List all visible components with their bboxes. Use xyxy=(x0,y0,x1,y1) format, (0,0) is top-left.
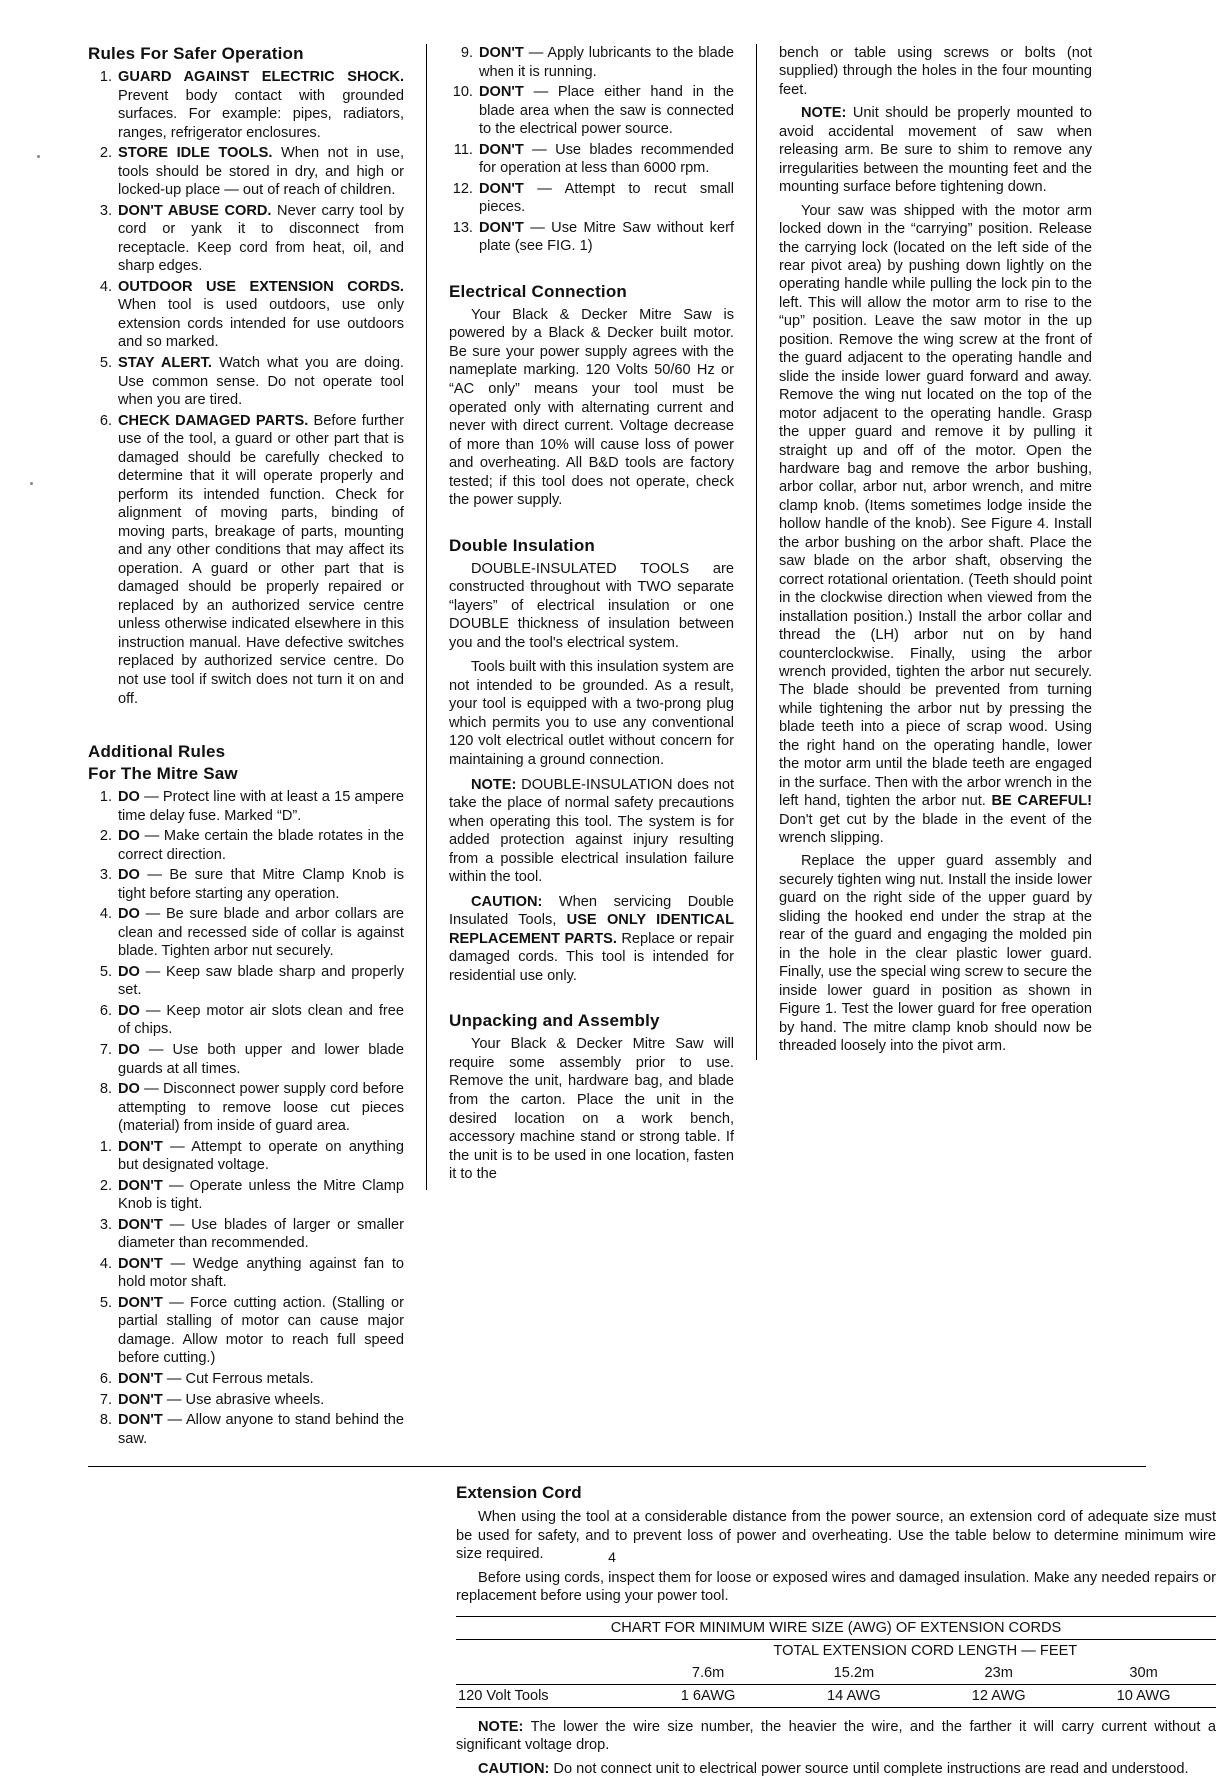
list-item-text: Before further use of the tool, a guard or other part that is damaged should be carefully checked to determine that it will operate properly and perform its intended function. Check for alignment of moving parts, binding of moving parts, breakage of parts, mounting and any other conditions that may affect its operation. A guard or other part that is damaged should be properly repaired or replaced by an authorized service centre unless otherwise indicated elsewhere in this instruction manual. Have defective switches replaced by authorized service centre. Do not use tool if switch does not turn it on and off. xyxy=(118,412,404,707)
list-item-text: Prevent body contact with grounded surfaces. For example: pipes, radiators, ranges, refrigerator enclosures. xyxy=(118,87,404,141)
list-item xyxy=(88,1041,404,1078)
list-item-number: 4. xyxy=(99,278,112,295)
list-item xyxy=(449,180,734,217)
list-item xyxy=(88,963,404,1000)
paragraph-assembly-instructions xyxy=(779,202,1092,848)
list-item-text: — Apply lubricants to the blade when it is running. xyxy=(479,45,734,80)
table-subtitle: TOTAL EXTENSION CORD LENGTH — FEET xyxy=(773,1642,1078,1659)
list-item-text: — Cut Ferrous metals. xyxy=(162,1371,314,1387)
paragraph-extension-cord-2: Before using cords, inspect them for loose or exposed wires and damaged insulation. Make any needed repairs or replacement before using your power tool. xyxy=(456,1569,1216,1605)
list-item xyxy=(88,1391,404,1410)
list-item-bold: OUTDOOR USE EXTENSION CORDS. xyxy=(118,278,404,295)
list-item xyxy=(449,219,734,256)
list-item xyxy=(449,44,734,81)
list-item-bold: DON'T xyxy=(479,141,524,158)
wire-size-table xyxy=(456,1616,1216,1708)
table-cell-1: 14 AWG xyxy=(826,1687,881,1704)
list-item xyxy=(88,788,404,825)
list-item-number: 8. xyxy=(99,1412,112,1429)
list-item-text: Never carry tool by cord or yank it to disconnect from receptacle. Keep cord from heat, oil, and sharp edges. xyxy=(118,202,404,275)
list-item-bold: DO xyxy=(118,906,140,923)
list-item-number: 2. xyxy=(99,145,112,162)
list-item xyxy=(88,1294,404,1368)
list-item-number: 1. xyxy=(99,69,112,85)
list-item-number: 1. xyxy=(99,1138,112,1155)
list-item-text: Watch what you are doing. Use common sense. Do not operate tool when you are tired. xyxy=(118,354,404,409)
caution-label: CAUTION: xyxy=(471,893,543,910)
list-item-text: — Be sure blade and arbor collars are clean and recessed side of collar is against blade. Tighten arbor nut securely. xyxy=(118,906,404,960)
list-item xyxy=(88,202,404,276)
list-item-number: 12. xyxy=(452,180,473,197)
list-item-number: 10. xyxy=(452,84,473,101)
paragraph-electrical-connection: Your Black & Decker Mitre Saw is powered by a Black & Decker built motor. Be sure your power supply agrees with the nameplate marking. 120 Volts 50/60 Hz or “AC only” means your tool must be operated only with alternating current and never with direct current. Voltage decrease of more than 10% will cause loss of power and overheating. All B&D tools are factory tested; if this tool does not operate, check the power supply. xyxy=(449,306,734,509)
list-item-text: When not in use, tools should be stored in dry, and high or locked-up place — out of reach of children. xyxy=(118,145,404,199)
list-item-text: — Place either hand in the blade area when the saw is connected to the electrical power source. xyxy=(479,84,734,138)
list-item-bold: DO xyxy=(118,1081,140,1098)
list-item xyxy=(88,1216,404,1253)
list-item-text: — Keep saw blade sharp and properly set. xyxy=(118,963,404,999)
list-item-number: 3. xyxy=(99,867,112,884)
note-text: Unit should be properly mounted to avoid accidental movement of saw when releasing arm. Be sure to shim to remove any irregularities between the mounting feet and the mounting surface before tightening down. xyxy=(779,105,1092,196)
column-right xyxy=(756,44,1092,1060)
extension-cord-section xyxy=(88,1466,1216,1778)
note-label: NOTE: xyxy=(471,776,517,793)
table-length-2: 23m xyxy=(984,1664,1013,1681)
list-item xyxy=(88,1002,404,1039)
paragraph-extension-caution xyxy=(456,1760,1216,1778)
list-item-text: — Keep motor air slots clean and free of chips. xyxy=(118,1002,404,1038)
be-careful-label: BE CAREFUL! xyxy=(991,793,1092,810)
heading-additional-rules: Additional Rules xyxy=(88,742,226,762)
table-length-3: 30m xyxy=(1129,1664,1158,1681)
list-item-number: 6. xyxy=(99,1002,112,1019)
table-subtitle-row xyxy=(456,1639,1216,1662)
list-do-rules xyxy=(88,788,404,1136)
list-item-bold: DON'T xyxy=(118,1371,163,1387)
paragraph-unpacking: Your Black & Decker Mitre Saw will require some assembly prior to use. Remove the unit, hardware bag, and blade from the carton. Place the unit in the desired location on a work bench, accessory machine stand or strong table. If the unit is to be used in one location, fasten it to the xyxy=(449,1036,734,1183)
list-item-bold: DON'T xyxy=(118,1216,163,1233)
note-text: DOUBLE-INSULATION does not take the place of normal safety precautions when operating this tool. The system is for added protection against injury resulting from a possible electrical insulation failure within the tool. xyxy=(449,776,734,886)
list-item-text: — Use blades of larger or smaller diameter than recommended. xyxy=(118,1216,404,1252)
list-item-number: 5. xyxy=(99,354,112,371)
list-item xyxy=(88,354,404,410)
list-item-bold: STAY ALERT. xyxy=(118,354,212,371)
heading-extension-cord: Extension Cord xyxy=(456,1483,582,1503)
list-item xyxy=(449,141,734,178)
list-item-number: 7. xyxy=(99,1391,112,1408)
list-item-number: 7. xyxy=(99,1041,112,1058)
list-item-bold: DON'T xyxy=(118,1255,163,1272)
list-item-number: 8. xyxy=(99,1081,112,1098)
list-item xyxy=(88,866,404,903)
heading-double-insulation: Double Insulation xyxy=(449,535,596,555)
list-item-text: — Use Mitre Saw without kerf plate (see FIG. 1) xyxy=(479,219,734,255)
list-item-bold: DON'T xyxy=(479,219,524,236)
table-title-row xyxy=(456,1616,1216,1639)
paragraph-guard-reassembly: Replace the upper guard assembly and securely tighten wing nut. Install the inside lower guard on the right side of the upper guard by sliding the hooked end under the strap at the rear of the guard and engaging the molded pin in the hole in the clear plastic lower guard. Finally, use the special wing screw to secure the inside lower guard in position as shown in Figure 1. Test the lower guard for free operation by hand. The mitre clamp knob should now be threaded loosely into the pivot arm. xyxy=(779,853,1092,1055)
list-item-number: 5. xyxy=(99,963,112,980)
list-item xyxy=(88,1255,404,1292)
list-item xyxy=(88,412,404,709)
list-dont-rules-continued xyxy=(449,44,734,256)
list-item-text: — Allow anyone to stand behind the saw. xyxy=(118,1412,404,1447)
list-item-bold: DO xyxy=(118,1002,140,1019)
caution-text-bold: USE ONLY IDENTICAL REPLACEMENT PARTS. xyxy=(449,912,734,947)
paragraph-mounting-note xyxy=(779,104,1092,196)
column-left xyxy=(88,44,426,1450)
list-safer-operation-rules xyxy=(88,68,404,708)
list-item xyxy=(88,905,404,961)
three-column-layout xyxy=(88,44,1146,1450)
paragraph-continued: bench or table using screws or bolts (not supplied) through the holes in the four mounting feet. xyxy=(779,45,1092,98)
list-item-bold: DON'T xyxy=(118,1177,163,1194)
heading-unpacking-assembly: Unpacking and Assembly xyxy=(449,1011,660,1031)
list-item-number: 3. xyxy=(99,1216,112,1233)
list-item-number: 2. xyxy=(99,828,112,845)
list-item-bold: DON'T xyxy=(118,1391,163,1408)
list-item-bold: DO xyxy=(118,1041,140,1058)
caution-text-a: When servicing Double Insulated Tools, xyxy=(449,893,734,929)
list-item-text: — Make certain the blade rotates in the correct direction. xyxy=(118,828,404,863)
list-item-text: — Be sure that Mitre Clamp Knob is tight before starting any operation. xyxy=(118,867,404,902)
list-item-bold: DO xyxy=(118,789,140,806)
list-item-text: — Use abrasive wheels. xyxy=(162,1391,325,1408)
list-item xyxy=(88,827,404,864)
caution-text-b: Replace or repair damaged cords. This tool is intended for residential use only. xyxy=(449,930,734,984)
list-item-text: — Protect line with at least a 15 ampere time delay fuse. Marked “D”. xyxy=(118,789,404,824)
list-item-text: — Force cutting action. (Stalling or partial stalling of motor can cause major damage. Allow motor to reach full speed before cutting.) xyxy=(118,1294,404,1367)
page-number: 4 xyxy=(608,1549,616,1565)
list-item-bold: DO xyxy=(118,867,140,884)
list-item xyxy=(449,83,734,139)
list-item-text: When tool is used outdoors, use only extension cords intended for use outdoors and so marked. xyxy=(118,297,404,351)
list-item xyxy=(88,1411,404,1448)
list-item-number: 3. xyxy=(99,202,112,219)
list-item-number: 4. xyxy=(99,906,112,923)
list-item-number: 4. xyxy=(99,1255,112,1272)
list-item-number: 2. xyxy=(99,1177,112,1194)
column-middle xyxy=(426,44,756,1190)
list-item xyxy=(88,1177,404,1214)
list-item-number: 9. xyxy=(460,45,473,61)
page-speck xyxy=(37,155,40,158)
list-item-bold: DON'T xyxy=(118,1412,163,1429)
list-item xyxy=(88,144,404,200)
list-item-number: 13. xyxy=(452,219,473,236)
list-item-bold: DON'T xyxy=(479,45,524,61)
list-item-bold: DO xyxy=(118,963,140,980)
note-label: NOTE: xyxy=(478,1718,524,1735)
extension-cord-notes xyxy=(456,1718,1216,1778)
list-item-bold: GUARD AGAINST ELECTRIC SHOCK. xyxy=(118,69,404,85)
list-item-bold: DON'T xyxy=(118,1294,163,1311)
list-item xyxy=(88,1370,404,1389)
table-length-0: 7.6m xyxy=(691,1664,725,1681)
list-item-number: 6. xyxy=(99,1371,112,1387)
list-item-bold: CHECK DAMAGED PARTS. xyxy=(118,412,309,429)
list-item-text: — Use blades recommended for operation at less than 6000 rpm. xyxy=(479,141,734,177)
table-cell-3: 10 AWG xyxy=(1116,1687,1171,1704)
table-length-header-row xyxy=(456,1662,1216,1685)
list-item xyxy=(88,1138,404,1175)
paragraph-extension-note xyxy=(456,1718,1216,1755)
list-item-text: — Use both upper and lower blade guards at all times. xyxy=(118,1041,404,1077)
paragraph-double-insulation-note xyxy=(449,776,734,887)
paragraph-double-insulation-caution xyxy=(449,893,734,986)
note-text: The lower the wire size number, the heavier the wire, and the farther it will carry current without a significant voltage drop. xyxy=(456,1718,1216,1754)
table-length-1: 15.2m xyxy=(833,1664,875,1681)
list-item-number: 1. xyxy=(99,789,112,806)
caution-text: Do not connect unit to electrical power source until complete instructions are read and understood. xyxy=(549,1760,1189,1777)
table-row-label: 120 Volt Tools xyxy=(458,1687,549,1704)
list-item-bold: DON'T xyxy=(479,180,524,197)
heading-additional-rules-sub: For The Mitre Saw xyxy=(88,764,238,784)
list-item-bold: DON'T xyxy=(479,84,524,101)
list-item-bold: DON'T ABUSE CORD. xyxy=(118,202,272,219)
heading-electrical-connection: Electrical Connection xyxy=(449,281,628,301)
page-speck xyxy=(30,482,33,485)
note-label: NOTE: xyxy=(801,105,847,122)
list-item-text: — Wedge anything against fan to hold motor shaft. xyxy=(118,1255,404,1291)
list-item-bold: STORE IDLE TOOLS. xyxy=(118,145,273,162)
list-item-bold: DO xyxy=(118,828,140,845)
heading-rules-for-safer-operation: Rules For Safer Operation xyxy=(88,44,304,63)
list-item-text: — Disconnect power supply cord before attempting to remove loose cut pieces (material) from inside of guard area. xyxy=(118,1081,404,1135)
list-item-number: 6. xyxy=(99,412,112,429)
list-item-bold: DON'T xyxy=(118,1138,163,1155)
list-item-number: 11. xyxy=(453,141,473,158)
list-item-number: 5. xyxy=(99,1294,112,1311)
list-item-text: — Attempt to recut small pieces. xyxy=(479,180,734,216)
list-item xyxy=(88,68,404,142)
paragraph-double-insulation-2: Tools built with this insulation system are not intended to be grounded. As a result, your tool is equipped with a two-prong plug which permits you to use any conventional 120 volt electrical outlet without concern for maintaining a ground connection. xyxy=(449,659,734,768)
assembly-text: Your saw was shipped with the motor arm locked down in the “carrying” position. Release the carrying lock (located on the left side of the rear pivot area) by pushing down lightly on the operating handle while pulling the lock pin to the left. This will allow the motor arm to rise to the “up” position. Leave the saw motor in the up position. Remove the wing screw at the front of the guard adjacent to the operating handle and slide the inside lower guard forward and away. Remove the wing nut located on the top of the motor adjacent to the operating handle. Grasp the upper guard and remove it by pulling it straight up and off of the motor. Open the hardware bag and remove the arbor bushing, arbor collar, arbor nut, arbor wrench, and mitre clamp knob. (Items sometimes lodge inside the hollow handle of the knob). See Figure 4. Install the arbor bushing on the arbor shaft. Place the saw blade on the arbor shaft, observing the correct rotational orientation. (Teeth should point in the clockwise direction when viewed from the installation position.) Install the arbor collar and thread the (LH) arbor nut on by hand counterclockwise. Finally, using the arbor wrench provided, tighten the arbor nut securely. The blade should be prevented from turning while tightening the arbor nut by pressing the blade teeth into a piece of scrap wood. Using the right hand on the operating handle, lower the motor arm until the blade teeth are engaged in the surface. Then with the arbor wrench in the left hand, tighten the arbor nut. xyxy=(779,202,1092,810)
paragraph-extension-cord-1: When using the tool at a considerable distance from the power source, an extension cord of adequate size must be used for safety, and to prevent loss of power and overheating. Use the table below to determine minimum wire size required. xyxy=(456,1509,1216,1563)
list-dont-rules xyxy=(88,1138,404,1449)
table-row xyxy=(456,1684,1216,1707)
table-title: CHART FOR MINIMUM WIRE SIZE (AWG) OF EXTENSION CORDS xyxy=(456,1616,1216,1639)
table-cell-0: 1 6AWG xyxy=(680,1687,736,1704)
table-cell-2: 12 AWG xyxy=(971,1687,1026,1704)
paragraph-double-insulation-1: DOUBLE-INSULATED TOOLS are constructed throughout with TWO separate “layers” of electrical insulation or one DOUBLE thickness of insulation between you and the tool's electrical system. xyxy=(449,560,734,651)
list-item-text: — Attempt to operate on anything but designated voltage. xyxy=(118,1138,404,1174)
list-item xyxy=(88,278,404,352)
list-item xyxy=(88,1080,404,1136)
be-careful-text: Don't get cut by the blade in the event of the wrench slipping. xyxy=(779,811,1092,847)
list-item-text: — Operate unless the Mitre Clamp Knob is tight. xyxy=(118,1177,404,1213)
caution-label: CAUTION: xyxy=(478,1760,550,1777)
